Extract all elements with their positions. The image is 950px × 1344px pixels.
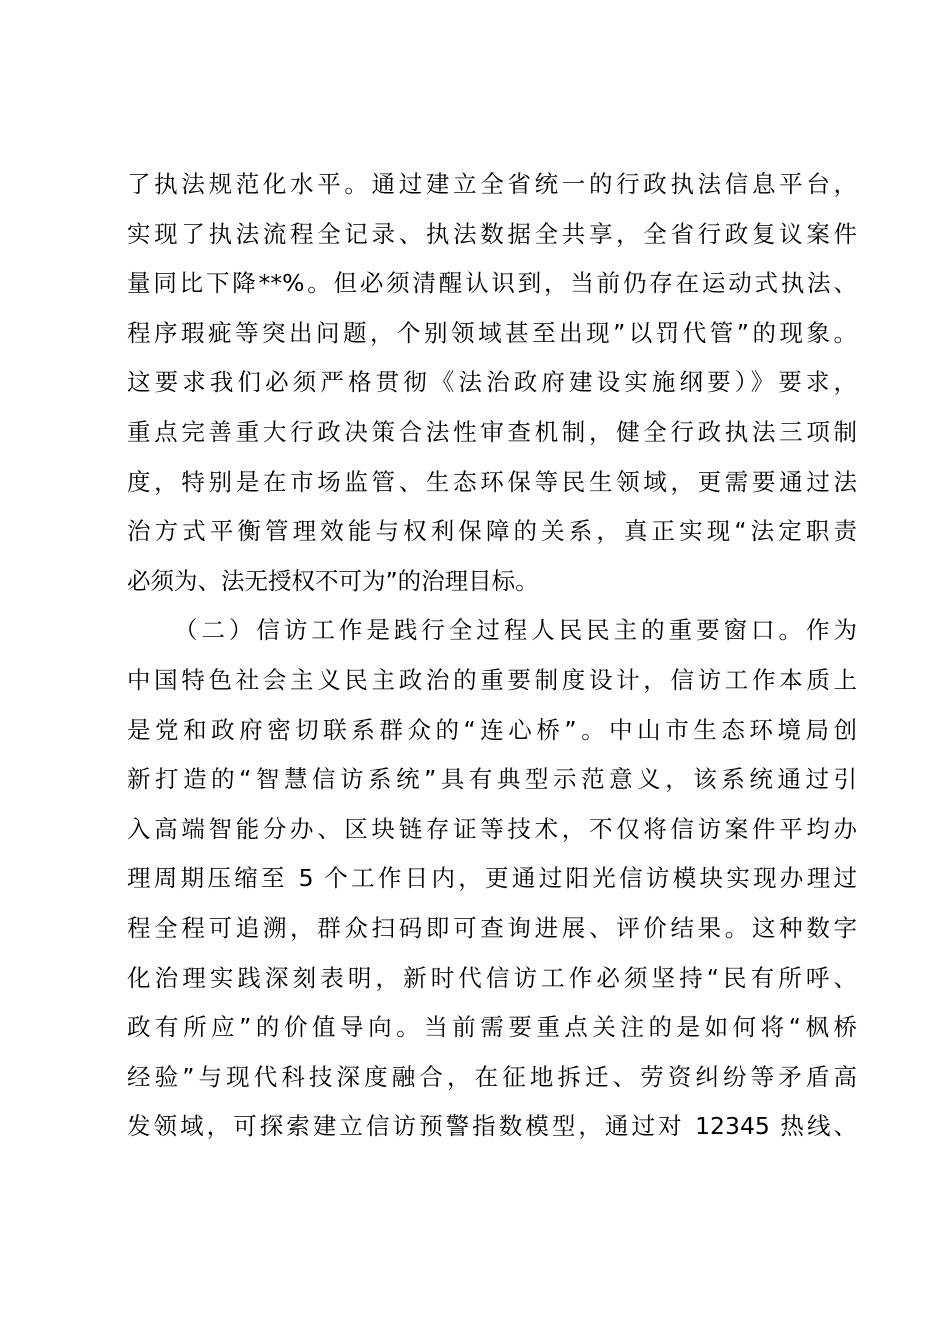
- text-line: 中国特色社会主义民主政治的重要制度设计，信访工作本质上: [127, 665, 857, 694]
- text-line: 度，特别是在市场监管、生态环保等民生领域，更需要通过法: [127, 467, 857, 496]
- text-line: 量同比下降**%。但必须清醒认识到，当前仍存在运动式执法、: [127, 269, 857, 298]
- section-heading-line: （二）信访工作是践行全过程人民民主的重要窗口。作为: [174, 616, 857, 645]
- text-line: 程全程可追溯，群众扫码即可查询进展、评价结果。这种数字: [127, 913, 857, 942]
- text-line: 治方式平衡管理效能与权利保障的关系，真正实现“法定职责: [127, 517, 857, 546]
- text-line: 入高端智能分办、区块链存证等技术，不仅将信访案件平均办: [127, 814, 857, 843]
- text-line: 政有所应”的价值导向。当前需要重点关注的是如何将“枫桥: [127, 1013, 857, 1042]
- text-line: 是党和政府密切联系群众的“连心桥”。中山市生态环境局创: [127, 715, 857, 744]
- text-line: 重点完善重大行政决策合法性审查机制，健全行政执法三项制: [127, 417, 857, 446]
- paragraph-end-line: 必须为、法无授权不可为”的治理目标。: [127, 566, 539, 595]
- text-line: 了执法规范化水平。通过建立全省统一的行政执法信息平台，: [127, 170, 857, 198]
- text-line: 新打造的“智慧信访系统”具有典型示范意义，该系统通过引: [127, 765, 857, 794]
- text-line: 理周期压缩至 5 个工作日内，更通过阳光信访模块实现办理过: [127, 864, 857, 893]
- body-text: [127, 160, 857, 1152]
- text-line: 经验”与现代科技深度融合，在征地拆迁、劳资纠纷等矛盾高: [127, 1062, 857, 1091]
- text-line: 实现了执法流程全记录、执法数据全共享，全省行政复议案件: [127, 219, 857, 248]
- text-line: 这要求我们必须严格贯彻《法治政府建设实施纲要）》要求，: [127, 368, 857, 397]
- text-line: 程序瑕疵等突出问题，个别领域甚至出现”以罚代管”的现象。: [127, 318, 857, 347]
- text-line: 化治理实践深刻表明，新时代信访工作必须坚持“民有所呼、: [127, 963, 857, 992]
- text-line: 发领域，可探索建立信访预警指数模型，通过对 12345 热线、: [127, 1112, 857, 1141]
